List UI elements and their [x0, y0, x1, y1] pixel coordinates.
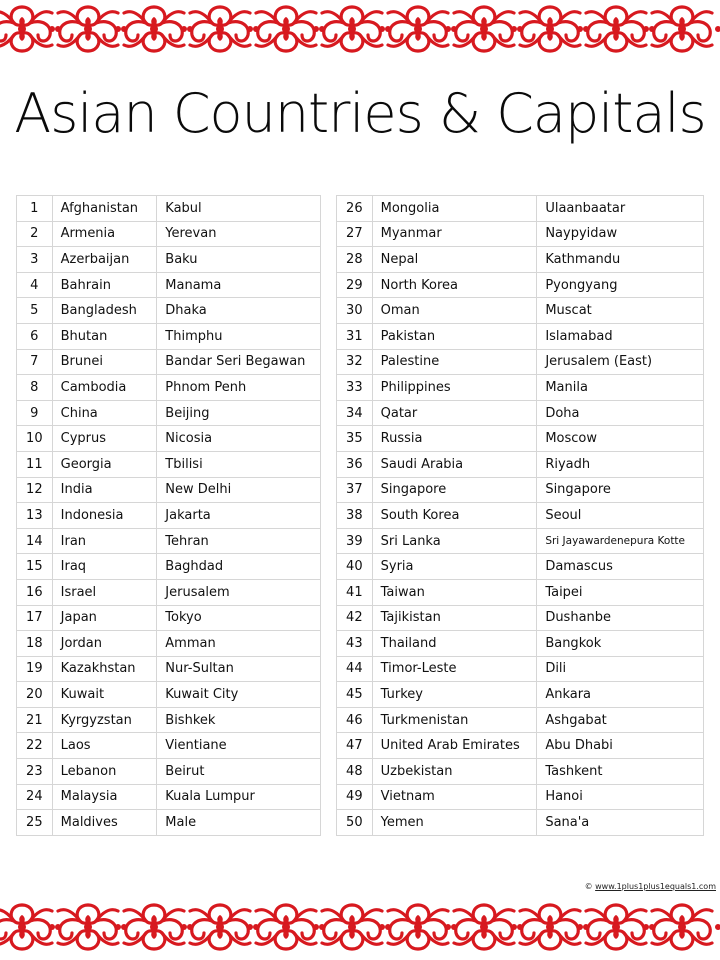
country-name: Myanmar	[372, 221, 537, 247]
capital-name: Manama	[157, 272, 321, 298]
row-number: 45	[337, 682, 373, 708]
table-row	[337, 400, 704, 426]
row-number: 50	[337, 810, 373, 836]
country-name: Tajikistan	[372, 605, 537, 631]
row-number: 46	[337, 707, 373, 733]
country-name: Turkmenistan	[372, 707, 537, 733]
row-number: 22	[17, 733, 53, 759]
row-number: 28	[337, 247, 373, 273]
row-number: 32	[337, 349, 373, 375]
row-number: 44	[337, 656, 373, 682]
country-name: Saudi Arabia	[372, 451, 537, 477]
table-row	[337, 656, 704, 682]
country-name: Turkey	[372, 682, 537, 708]
row-number: 11	[17, 451, 53, 477]
capital-name: Doha	[537, 400, 704, 426]
country-name: Singapore	[372, 477, 537, 503]
row-number: 20	[17, 682, 53, 708]
country-name: Cyprus	[52, 426, 157, 452]
capital-name: Seoul	[537, 503, 704, 529]
country-name: South Korea	[372, 503, 537, 529]
row-number: 36	[337, 451, 373, 477]
row-number: 9	[17, 400, 53, 426]
row-number: 25	[17, 810, 53, 836]
row-number: 35	[337, 426, 373, 452]
country-name: Laos	[52, 733, 157, 759]
table-row	[337, 477, 704, 503]
capital-name: Tashkent	[537, 759, 704, 785]
table-row	[337, 554, 704, 580]
table-row	[337, 196, 704, 222]
capital-name: Kathmandu	[537, 247, 704, 273]
country-name: Kyrgyzstan	[52, 707, 157, 733]
capital-name: Muscat	[537, 298, 704, 324]
capital-name: Riyadh	[537, 451, 704, 477]
table-row	[337, 272, 704, 298]
capital-name: Ankara	[537, 682, 704, 708]
country-name: Lebanon	[52, 759, 157, 785]
table-row	[17, 298, 321, 324]
country-name: Armenia	[52, 221, 157, 247]
capital-name: Dili	[537, 656, 704, 682]
country-name: Qatar	[372, 400, 537, 426]
capital-name: Hanoi	[537, 784, 704, 810]
table-row	[17, 400, 321, 426]
swirl-ornament-icon	[643, 7, 720, 51]
row-number: 29	[337, 272, 373, 298]
country-name: Nepal	[372, 247, 537, 273]
bottom-ornament-border	[0, 898, 720, 956]
country-name: Bangladesh	[52, 298, 157, 324]
capital-name: Baku	[157, 247, 321, 273]
table-row	[337, 733, 704, 759]
capital-name: Tehran	[157, 528, 321, 554]
capital-name: Kuwait City	[157, 682, 321, 708]
page-title: Asian Countries & Capitals	[14, 82, 706, 145]
capital-name: Nicosia	[157, 426, 321, 452]
table-row	[337, 375, 704, 401]
capital-name: Abu Dhabi	[537, 733, 704, 759]
country-name: Iraq	[52, 554, 157, 580]
row-number: 37	[337, 477, 373, 503]
capital-name: Ashgabat	[537, 707, 704, 733]
capital-name: Pyongyang	[537, 272, 704, 298]
table-row	[17, 426, 321, 452]
country-name: Timor-Leste	[372, 656, 537, 682]
row-number: 21	[17, 707, 53, 733]
table-row	[17, 631, 321, 657]
countries-table-right	[336, 195, 704, 836]
country-name: Georgia	[52, 451, 157, 477]
table-row	[17, 605, 321, 631]
row-number: 1	[17, 196, 53, 222]
country-name: China	[52, 400, 157, 426]
country-name: Azerbaijan	[52, 247, 157, 273]
country-name: Thailand	[372, 631, 537, 657]
country-name: Indonesia	[52, 503, 157, 529]
row-number: 6	[17, 323, 53, 349]
table-row	[337, 503, 704, 529]
table-row	[17, 810, 321, 836]
capital-name: Yerevan	[157, 221, 321, 247]
country-name: Japan	[52, 605, 157, 631]
country-name: Syria	[372, 554, 537, 580]
capital-name: Tbilisi	[157, 451, 321, 477]
country-name: Maldives	[52, 810, 157, 836]
row-number: 40	[337, 554, 373, 580]
table-row	[17, 682, 321, 708]
swirl-ornament-icon	[643, 905, 720, 949]
row-number: 27	[337, 221, 373, 247]
table-row	[17, 707, 321, 733]
website-link[interactable]: www.1plus1plus1equals1.com	[595, 882, 716, 891]
row-number: 39	[337, 528, 373, 554]
capital-name: Vientiane	[157, 733, 321, 759]
row-number: 13	[17, 503, 53, 529]
table-row	[337, 810, 704, 836]
row-number: 47	[337, 733, 373, 759]
capital-name: Sana'a	[537, 810, 704, 836]
row-number: 10	[17, 426, 53, 452]
country-name: Iran	[52, 528, 157, 554]
country-name: Bahrain	[52, 272, 157, 298]
capital-name: Baghdad	[157, 554, 321, 580]
row-number: 41	[337, 579, 373, 605]
country-name: Cambodia	[52, 375, 157, 401]
row-number: 24	[17, 784, 53, 810]
country-name: Sri Lanka	[372, 528, 537, 554]
row-number: 19	[17, 656, 53, 682]
country-name: Oman	[372, 298, 537, 324]
row-number: 31	[337, 323, 373, 349]
row-number: 23	[17, 759, 53, 785]
country-name: Mongolia	[372, 196, 537, 222]
country-name: Taiwan	[372, 579, 537, 605]
table-row	[337, 707, 704, 733]
capital-name: Manila	[537, 375, 704, 401]
capital-name: Thimphu	[157, 323, 321, 349]
country-name: Malaysia	[52, 784, 157, 810]
country-name: North Korea	[372, 272, 537, 298]
table-row	[17, 759, 321, 785]
capital-name: Beirut	[157, 759, 321, 785]
row-number: 34	[337, 400, 373, 426]
countries-table-left	[16, 195, 321, 836]
table-row	[337, 579, 704, 605]
capital-name: Kabul	[157, 196, 321, 222]
table-row	[337, 784, 704, 810]
country-name: India	[52, 477, 157, 503]
row-number: 2	[17, 221, 53, 247]
row-number: 33	[337, 375, 373, 401]
country-name: Yemen	[372, 810, 537, 836]
country-name: Afghanistan	[52, 196, 157, 222]
table-row	[337, 247, 704, 273]
row-number: 26	[337, 196, 373, 222]
capital-name: Beijing	[157, 400, 321, 426]
country-name: Kazakhstan	[52, 656, 157, 682]
capital-name: Dushanbe	[537, 605, 704, 631]
table-row	[17, 247, 321, 273]
capital-name: Naypyidaw	[537, 221, 704, 247]
table-row	[17, 323, 321, 349]
row-number: 38	[337, 503, 373, 529]
row-number: 4	[17, 272, 53, 298]
country-name: Pakistan	[372, 323, 537, 349]
row-number: 8	[17, 375, 53, 401]
capital-name: Damascus	[537, 554, 704, 580]
table-row	[337, 426, 704, 452]
row-number: 49	[337, 784, 373, 810]
country-name: Uzbekistan	[372, 759, 537, 785]
capital-name: Nur-Sultan	[157, 656, 321, 682]
table-row	[337, 605, 704, 631]
capital-name: New Delhi	[157, 477, 321, 503]
copyright-symbol: ©	[584, 882, 593, 891]
capital-name: Singapore	[537, 477, 704, 503]
row-number: 43	[337, 631, 373, 657]
capital-name: Phnom Penh	[157, 375, 321, 401]
row-number: 16	[17, 579, 53, 605]
capital-name: Taipei	[537, 579, 704, 605]
country-name: Philippines	[372, 375, 537, 401]
row-number: 18	[17, 631, 53, 657]
table-row	[337, 759, 704, 785]
row-number: 42	[337, 605, 373, 631]
table-row	[337, 528, 704, 554]
country-name: Vietnam	[372, 784, 537, 810]
table-row	[17, 733, 321, 759]
country-name: Israel	[52, 579, 157, 605]
table-row	[17, 528, 321, 554]
row-number: 12	[17, 477, 53, 503]
table-row	[17, 784, 321, 810]
country-name: Palestine	[372, 349, 537, 375]
top-ornament-border	[0, 0, 720, 58]
capital-name: Jerusalem	[157, 579, 321, 605]
capital-name: Dhaka	[157, 298, 321, 324]
capital-name: Ulaanbaatar	[537, 196, 704, 222]
capital-name: Bangkok	[537, 631, 704, 657]
table-row	[337, 682, 704, 708]
row-number: 15	[17, 554, 53, 580]
capital-name: Bandar Seri Begawan	[157, 349, 321, 375]
table-row	[337, 298, 704, 324]
capital-name: Amman	[157, 631, 321, 657]
table-row	[17, 375, 321, 401]
row-number: 30	[337, 298, 373, 324]
table-row	[17, 477, 321, 503]
table-row	[17, 196, 321, 222]
country-name: Jordan	[52, 631, 157, 657]
country-name: Kuwait	[52, 682, 157, 708]
table-row	[17, 554, 321, 580]
country-name: United Arab Emirates	[372, 733, 537, 759]
country-name: Brunei	[52, 349, 157, 375]
table-row	[337, 451, 704, 477]
row-number: 5	[17, 298, 53, 324]
table-row	[17, 656, 321, 682]
row-number: 14	[17, 528, 53, 554]
table-row	[17, 349, 321, 375]
table-row	[337, 323, 704, 349]
capital-name: Kuala Lumpur	[157, 784, 321, 810]
table-row	[17, 579, 321, 605]
table-row	[17, 272, 321, 298]
table-row	[17, 221, 321, 247]
capital-name: Jerusalem (East)	[537, 349, 704, 375]
country-name: Russia	[372, 426, 537, 452]
capital-name: Islamabad	[537, 323, 704, 349]
table-row	[337, 221, 704, 247]
capital-name: Jakarta	[157, 503, 321, 529]
capital-name: Tokyo	[157, 605, 321, 631]
row-number: 3	[17, 247, 53, 273]
country-name: Bhutan	[52, 323, 157, 349]
capital-name: Sri Jayawardenepura Kotte	[537, 528, 704, 554]
capital-name: Bishkek	[157, 707, 321, 733]
table-row	[17, 503, 321, 529]
capital-name: Male	[157, 810, 321, 836]
table-row	[337, 349, 704, 375]
capital-name: Moscow	[537, 426, 704, 452]
table-row	[337, 631, 704, 657]
row-number: 7	[17, 349, 53, 375]
copyright-credit	[585, 882, 716, 891]
table-row	[17, 451, 321, 477]
row-number: 48	[337, 759, 373, 785]
row-number: 17	[17, 605, 53, 631]
